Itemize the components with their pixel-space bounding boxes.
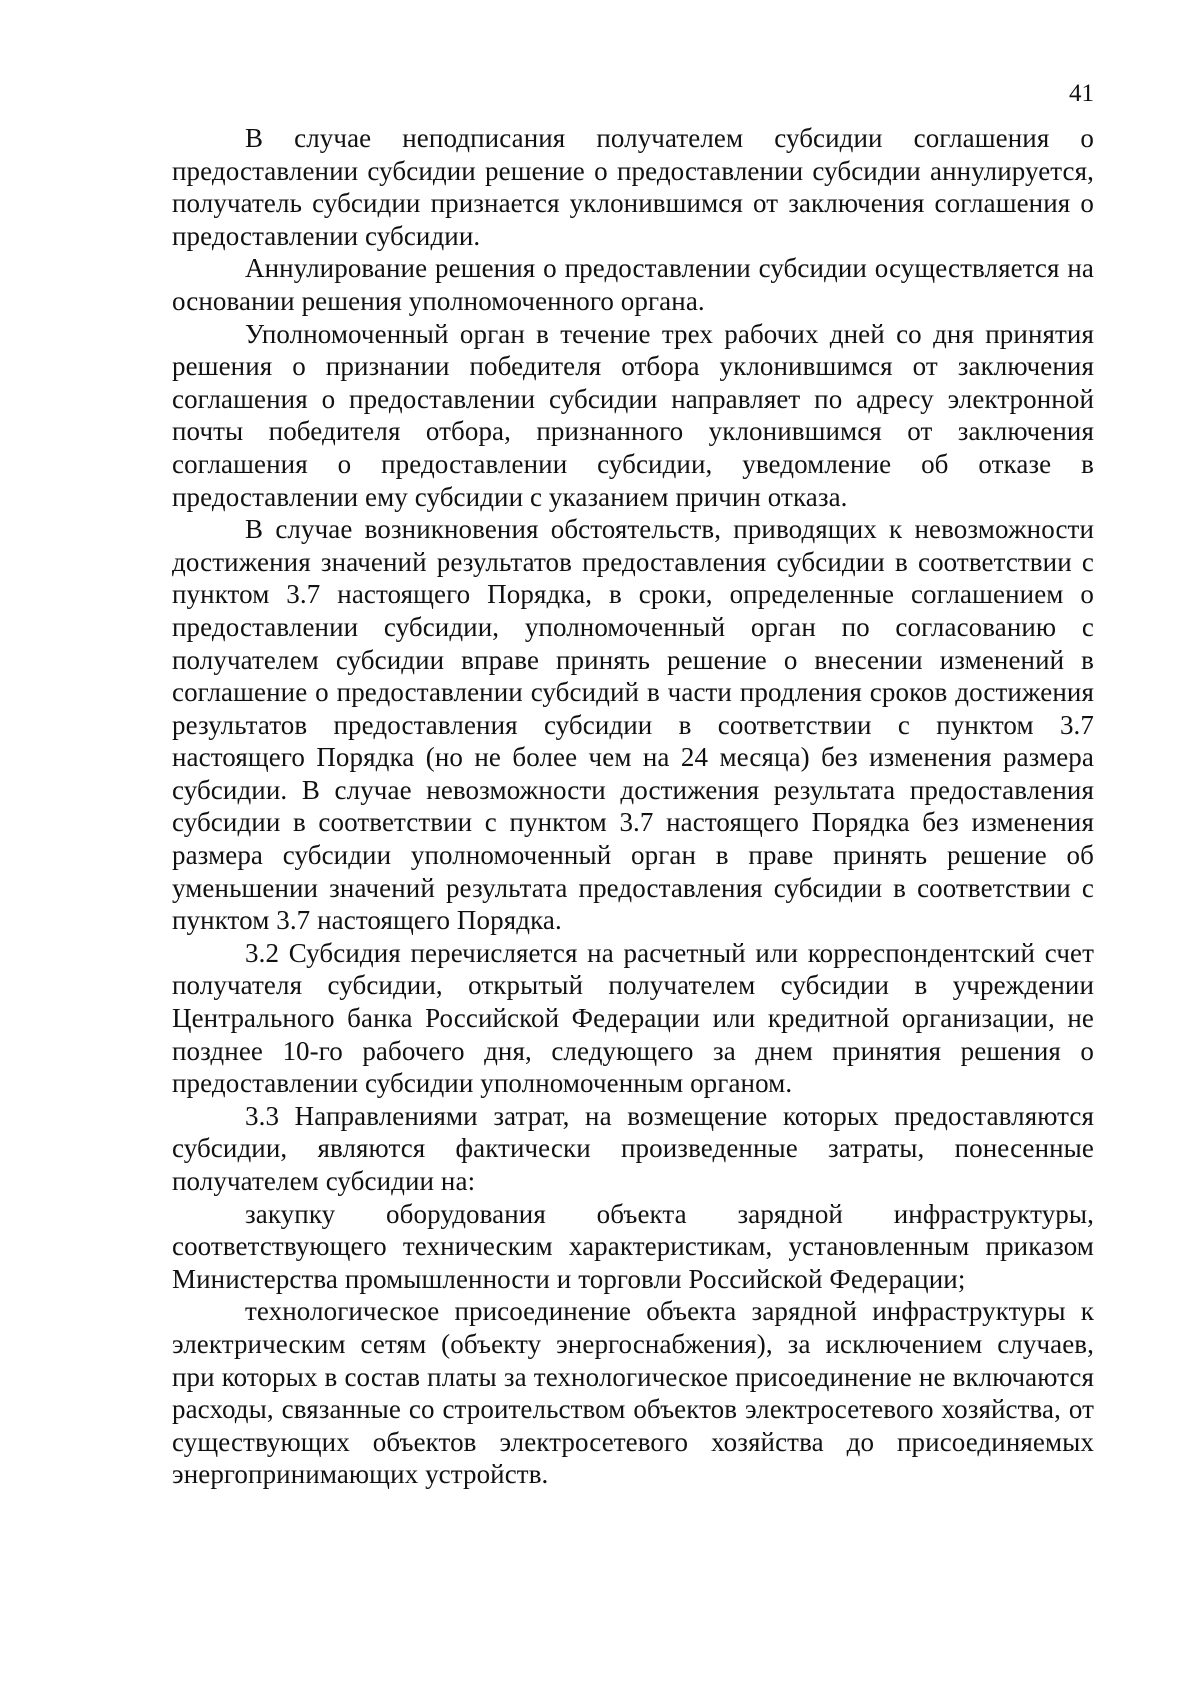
paragraph-annulment-basis: Аннулирование решения о предоставлении субсидии осуществляется на основании решения уполномоченного органа. — [172, 253, 1094, 316]
paragraph-equipment-purchase: закупку оборудования объекта зарядной инфраструктуры, соответствующего техническим характеристикам, установленным приказом Министерства промышленности и торговли Российской Федерации; — [172, 1198, 1094, 1294]
paragraph-section-3-3: 3.3 Направлениями затрат, на возмещение которых предоставляются субсидии, являются фактически произведенные затраты, понесенные получателем субсидии на: — [172, 1100, 1094, 1196]
paragraph-circumstances: В случае возникновения обстоятельств, приводящих к невозможности достижения значений результатов предоставления субсидии в соответствии с пунктом 3.7 настоящего Порядка, в сроки, определенные соглашением о предоставлении субсидии, уполномоченный орган по согласованию с получателем субсидии вправе принять решение о внесении изменений в соглашение о предоставлении субсидий в части продления сроков достижения результатов предоставления субсидии в соответствии с пунктом 3.7 настоящего Порядка (но не более чем на 24 месяца) без изменения размера субсидии. В случае невозможности достижения результата предоставления субсидии в соответствии с пунктом 3.7 настоящего Порядка без изменения размера субсидии уполномоченный орган в праве принять решение об уменьшении значений результата предоставления субсидии в соответствии с пунктом 3.7 настоящего Порядка. — [172, 514, 1094, 936]
document-body — [172, 122, 1094, 1491]
paragraph-grid-connection: технологическое присоединение объекта зарядной инфраструктуры к электрическим сетям (объекту энергоснабжения), за исключением случаев, при которых в состав платы за технологическое присоединение не включаются расходы, связанные со строительством объектов электросетевого хозяйства, от существующих объектов электросетевого хозяйства до присоединяемых энергопринимающих устройств. — [172, 1296, 1094, 1490]
paragraph-section-3-2: 3.2 Субсидия перечисляется на расчетный или корреспондентский счет получателя субсидии, открытый получателем субсидии в учреждении Центрального банка Российской Федерации или кредитной организации, не позднее 10-го рабочего дня, следующего за днем принятия решения о предоставлении субсидии уполномоченным органом. — [172, 937, 1094, 1099]
paragraph-annulment-case: В случае неподписания получателем субсидии соглашения о предоставлении субсидии решение о предоставлении субсидии аннулируется, получатель субсидии признается уклонившимся от заключения соглашения о предоставлении субсидии. — [172, 123, 1094, 251]
paragraph-notification: Уполномоченный орган в течение трех рабочих дней со дня принятия решения о признании победителя отбора уклонившимся от заключения соглашения о предоставлении субсидии направляет по адресу электронной почты победителя отбора, признанного уклонившимся от заключения соглашения о предоставлении субсидии, уведомление об отказе в предоставлении ему субсидии с указанием причин отказа. — [172, 318, 1094, 512]
page-number: 41 — [1069, 80, 1094, 107]
